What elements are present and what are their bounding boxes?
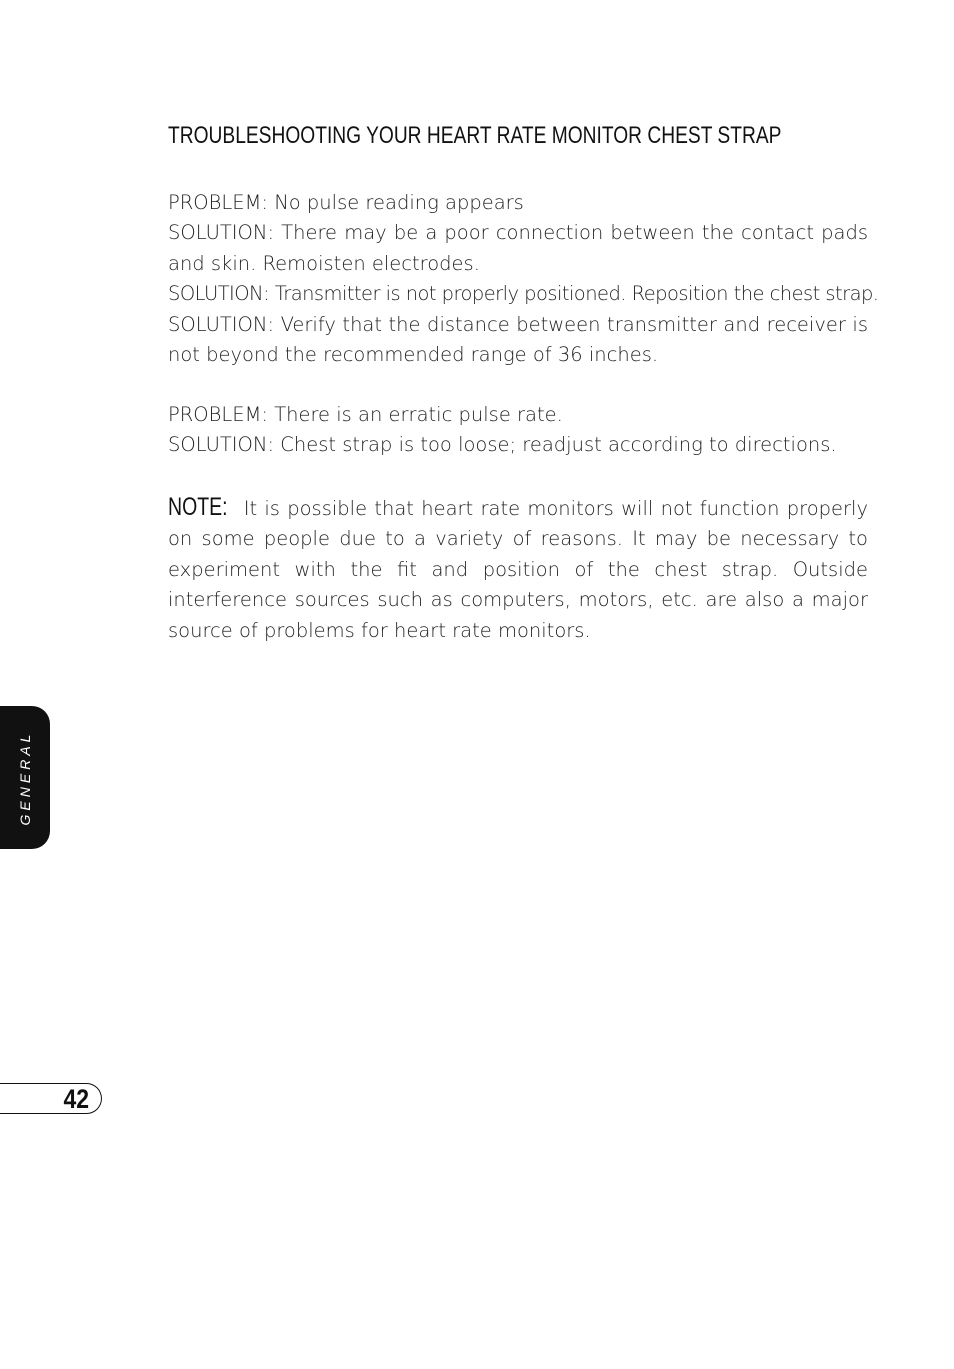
solution-text: SOLUTION: Transmitter is not properly positioned. Reposition the chest strap.: [168, 282, 879, 306]
problem-section-no-pulse: [168, 188, 879, 370]
page-number: 42: [63, 1084, 89, 1114]
solution-text: SOLUTION: There may be a poor connection between the contact pads and skin. Remoisten electrodes.: [168, 221, 868, 275]
solution-text: SOLUTION: Chest strap is too loose; readjust according to directions.: [168, 433, 837, 457]
note-section: [168, 492, 868, 646]
section-side-tab: [0, 706, 50, 849]
problem-section-erratic-pulse: [168, 400, 868, 461]
note-label: NOTE:: [168, 493, 228, 521]
page-heading: TROUBLESHOOTING YOUR HEART RATE MONITOR CHEST STRAP: [168, 122, 782, 149]
note-text: It is possible that heart rate monitors will not function properly on some people due to a variety of reasons. It may be necessary to experiment with the fit and position of the chest strap. Outside interference sources such as computers, motors, etc. are also a major source of problems for heart rate monitors.: [168, 497, 868, 642]
solution-text: SOLUTION: Verify that the distance between transmitter and receiver is not beyond the recommended range of 36 inches.: [168, 312, 868, 367]
page-number-box: [0, 1083, 102, 1114]
note-paragraph: [168, 492, 868, 646]
side-tab-label: GENERAL: [17, 730, 33, 826]
problem-text: PROBLEM: No pulse reading appears: [168, 191, 524, 214]
problem-text: PROBLEM: There is an erratic pulse rate.: [168, 403, 563, 426]
